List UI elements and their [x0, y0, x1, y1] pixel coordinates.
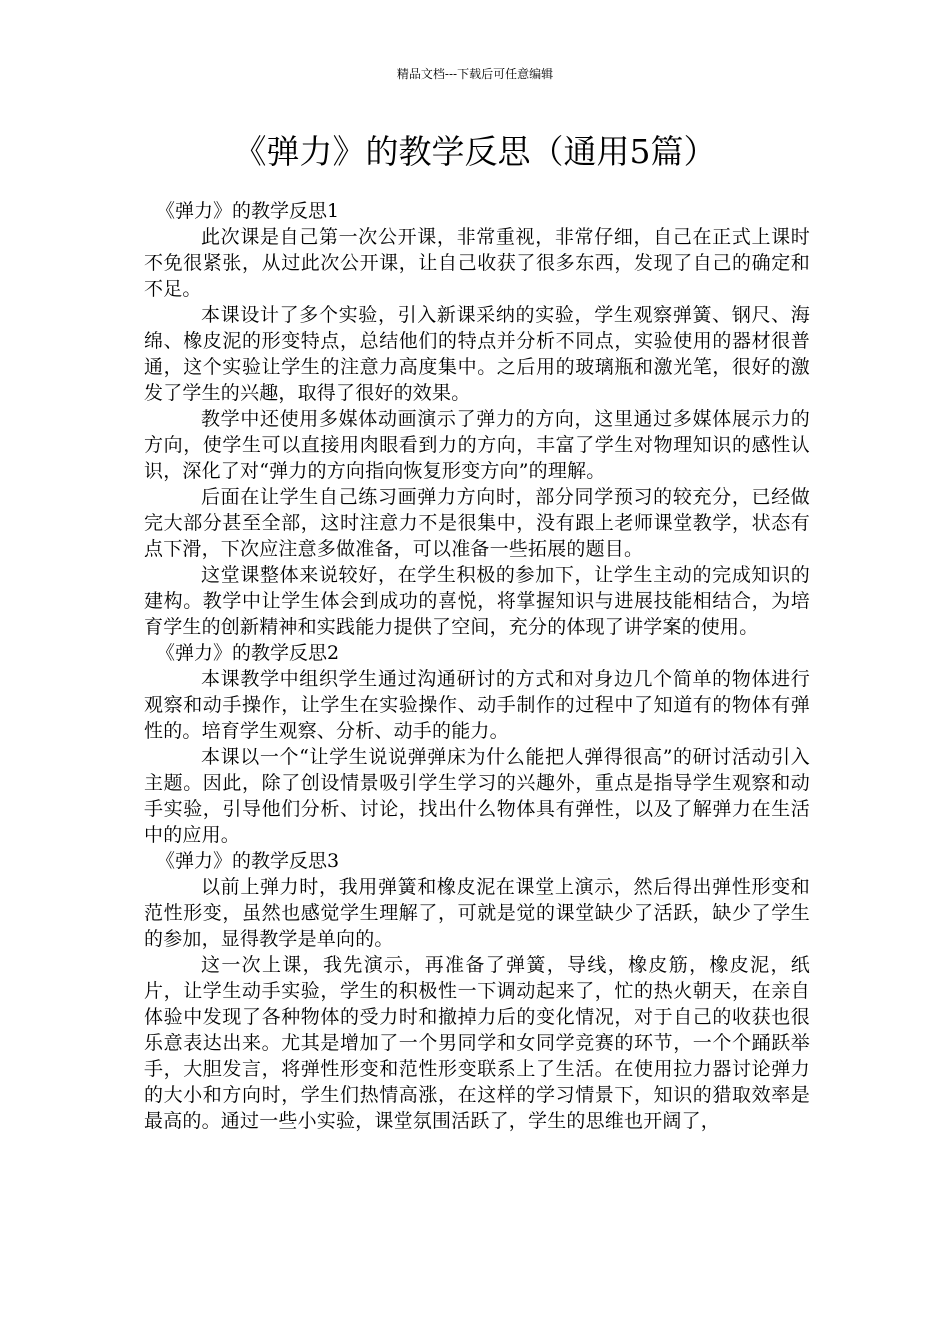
- paragraph: 教学中还使用多媒体动画演示了弹力的方向，这里通过多媒体展示力的方向，使学生可以直接用肉眼看到力的方向，丰富了学生对物理知识的感性认识，深化了对“弹力的方向指向恢复形变方向”的理解。: [144, 408, 810, 482]
- header-note: 精品文档---下载后可任意编辑: [396, 67, 554, 81]
- section-heading: 《弹力》的教学反思3: [156, 850, 340, 872]
- section-3: [144, 848, 810, 1134]
- section-heading: 《弹力》的教学反思1: [156, 200, 340, 222]
- section-heading: 《弹力》的教学反思2: [156, 642, 340, 664]
- paragraph: 这一次上课，我先演示，再准备了弹簧，导线，橡皮筋，橡皮泥，纸片，让学生动手实验，学生的积极性一下调动起来了，忙的热火朝天，在亲自体验中发现了各种物体的受力时和撤掉力后的变化情况，对于自己的收获也很乐意表达出来。尤其是增加了一个男同学和女同学竞赛的环节，一个个踊跃举手，大胆发言，将弹性形变和范性形变联系上了生活。在使用拉力器讨论弹力的大小和方向时，学生们热情高涨，在这样的学习情景下，知识的猎取效率是最高的。通过一些小实验，课堂氛围活跃了，学生的思维也开阔了，: [144, 954, 810, 1132]
- paragraph: 本课设计了多个实验，引入新课采纳的实验，学生观察弹簧、钢尺、海绵、橡皮泥的形变特点，总结他们的特点并分析不同点，实验使用的器材很普通，这个实验让学生的注意力高度集中。之后用的玻璃瓶和激光笔，很好的激发了学生的兴趣，取得了很好的效果。: [144, 304, 810, 404]
- paragraph: 以前上弹力时，我用弹簧和橡皮泥在课堂上演示，然后得出弹性形变和范性形变，虽然也感觉学生理解了，可就是觉的课堂缺少了活跃，缺少了学生的参加，显得教学是单向的。: [144, 876, 810, 950]
- document-body: [144, 198, 810, 1134]
- paragraph: 本课教学中组织学生通过沟通研讨的方式和对身边几个简单的物体进行观察和动手操作，让学生在实验操作、动手制作的过程中了知道有的物体有弹性的。培育学生观察、分析、动手的能力。: [144, 668, 810, 742]
- paragraph: 后面在让学生自己练习画弹力方向时，部分同学预习的较充分，已经做完大部分甚至全部，这时注意力不是很集中，没有跟上老师课堂教学，状态有点下滑，下次应注意多做准备，可以准备一些拓展的题目。: [144, 486, 810, 560]
- section-1: [144, 198, 810, 640]
- section-2: [144, 640, 810, 848]
- paragraph: 此次课是自己第一次公开课，非常重视，非常仔细，自己在正式上课时不免很紧张，从过此次公开课，让自己收获了很多东西，发现了自己的确定和不足。: [144, 226, 810, 300]
- paragraph: 本课以一个“让学生说说弹弹床为什么能把人弹得很高”的研讨活动引入主题。因此，除了创设情景吸引学生学习的兴趣外，重点是指导学生观察和动手实验，引导他们分析、讨论，找出什么物体具有弹性，以及了解弹力在生活中的应用。: [144, 746, 810, 846]
- paragraph: 这堂课整体来说较好，在学生积极的参加下，让学生主动的完成知识的建构。教学中让学生体会到成功的喜悦，将掌握知识与进展技能相结合，为培育学生的创新精神和实践能力提供了空间，充分的体现了讲学案的使用。: [144, 564, 810, 638]
- document-title: 《弹力》的教学反思（通用5篇）: [233, 132, 717, 171]
